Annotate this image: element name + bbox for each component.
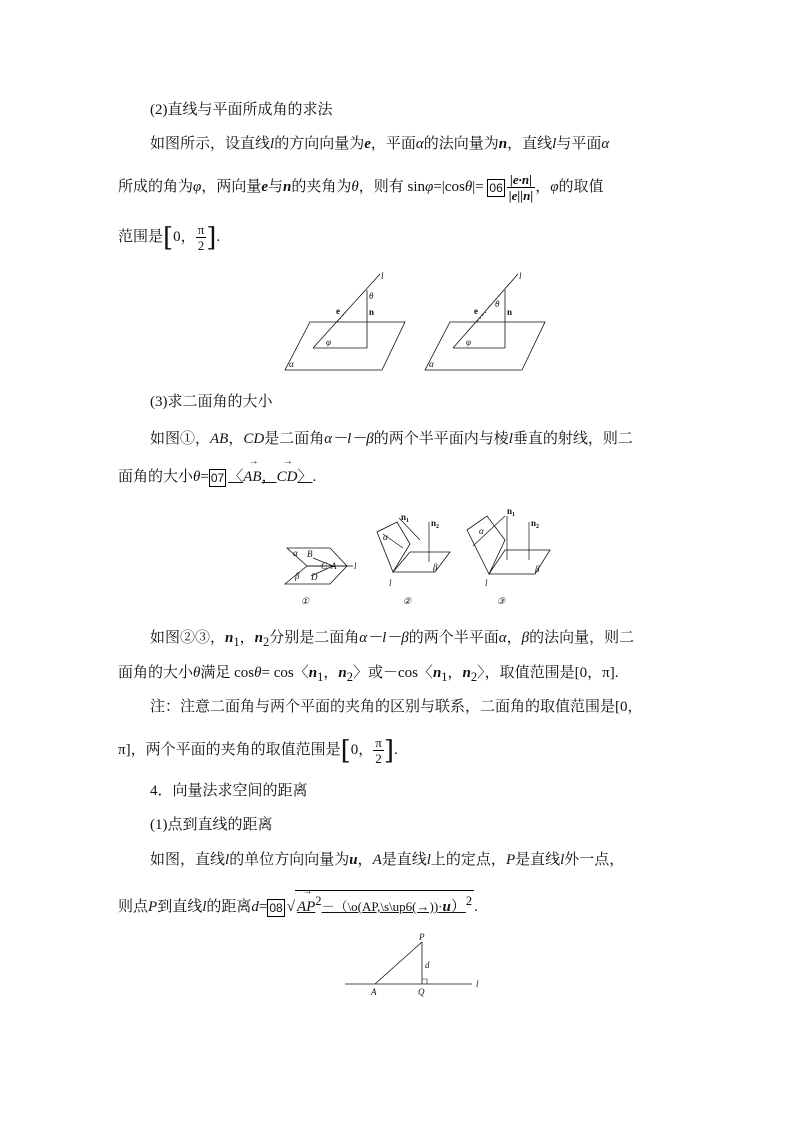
svg-text:α: α	[429, 359, 434, 369]
fig2-diagram-3	[467, 506, 550, 606]
answer-box-06: 06	[489, 180, 503, 195]
svg-text:P: P	[419, 932, 425, 942]
svg-text:φ: φ	[466, 337, 471, 347]
section-2-heading: (2)直线与平面所成角的求法	[150, 102, 333, 118]
svg-text:α: α	[289, 359, 294, 369]
svg-text:C: C	[321, 561, 328, 571]
section-4-sub-heading: (1)点到直线的距离	[150, 817, 273, 833]
s3-para2-line-2: 面角的大小θ满足 cosθ= cos〈$n_1$，$n_2$〉或－cos〈$n_1$，$n_2$〉，取值范围是[0，π].	[118, 665, 619, 684]
svg-text:φ: φ	[326, 337, 331, 347]
svg-text:n1: $n_1$	[401, 512, 410, 524]
svg-text:n: n	[507, 307, 513, 317]
plane-alpha-left	[285, 322, 405, 370]
distance-formula: → $AP^2-(\backslash o(AP,\backslash s\backslash up6(\to))\cdot u)^2$	[295, 890, 474, 917]
s4-line-1: 如图，直线l的单位方向向量为u，A是直线l上的定点，P是直线l外一点，	[150, 852, 625, 868]
s3-para2-line-1: 如图②③，$n_1$，$n_2$分别是二面角α－l－β的两个半平面α，β的法向量，则二	[150, 630, 635, 649]
sin-fraction: $\frac{|e\cdot n|}{|e||n|}$	[508, 172, 534, 203]
svg-text:D: D	[311, 572, 318, 582]
svg-text:β: β	[535, 564, 540, 574]
s3-line-2: 面角的大小θ= 07 〈→ AB，→ CD〉.	[118, 467, 678, 487]
fig2-diagram-1	[285, 548, 357, 606]
svg-text:e: e	[336, 306, 340, 316]
dihedral-angle-figure	[275, 500, 565, 610]
svg-text:θ: θ	[495, 299, 500, 309]
svg-text:A: A	[331, 561, 337, 571]
svg-text:n2: $n_2$	[531, 518, 540, 530]
section-3-heading: (3)求二面角的大小	[150, 394, 273, 410]
svg-text:e: e	[474, 306, 478, 316]
svg-text:③: ③	[497, 596, 506, 606]
point-line-distance-figure	[340, 930, 490, 1000]
svg-text:α: α	[479, 526, 484, 536]
svg-text:n2: $n_2$	[431, 518, 440, 530]
section-4-heading: 4．向量法求空间的距离	[150, 783, 308, 799]
svg-text:B: B	[307, 549, 313, 559]
svg-text:l: l	[354, 561, 357, 571]
svg-text:l: l	[485, 578, 488, 588]
svg-text:Q: Q	[418, 987, 425, 997]
svg-text:l: l	[389, 578, 392, 588]
note-line-2: π]，两个平面的夹角的取值范围是[0， $\frac{\pi}{2}$ ].	[118, 735, 398, 766]
note-line-1: 注：注意二面角与两个平面的夹角的区别与联系，二面角的取值范围是[0，	[150, 699, 643, 715]
svg-text:α: α	[293, 548, 298, 558]
segment-AP	[375, 942, 422, 984]
svg-text:n: n	[369, 307, 375, 317]
s2-line-1: 如图所示，设直线l的方向向量为e，平面α的法向量为n，直线l与平面α	[150, 136, 610, 152]
fig1-right	[425, 271, 545, 370]
answer-box-07: 07	[210, 470, 225, 485]
svg-text:l: l	[519, 271, 522, 281]
svg-text:①: ①	[301, 596, 310, 606]
fig2-diagram-2	[377, 512, 450, 606]
line-plane-angle-figure	[280, 270, 550, 375]
fig1-left	[285, 271, 405, 370]
answer-box-08: 08	[269, 900, 283, 915]
svg-text:d: d	[425, 960, 430, 970]
svg-text:β: β	[433, 562, 438, 572]
svg-text:l: l	[476, 979, 479, 989]
s2-line-2: 所成的角为φ，两向量e与n的夹角为θ，则有 sinφ=|cosθ|= 06 $\frac{|e\cdot n|}{|e||n|}$ ，φ的取值	[118, 172, 604, 203]
s4-line-2: 则点P到直线l的距离d= 08 √→ $AP^2-(\backslash o(AP,\backslash s\backslash up6(\to))\cdot u)^2$ .	[118, 890, 678, 917]
svg-text:α: α	[383, 532, 388, 542]
svg-text:②: ②	[403, 596, 412, 606]
svg-text:l: l	[381, 271, 384, 281]
svg-text:n1: $n_1$	[507, 506, 516, 518]
svg-text:θ: θ	[369, 291, 374, 301]
s2-line-3: 范围是[0， $\frac{\pi}{2}$ ].	[118, 222, 221, 253]
s3-line-1: 如图①，AB，CD是二面角α－l－β的两个半平面内与棱l垂直的射线，则二	[150, 431, 633, 447]
right-angle-mark	[422, 979, 427, 984]
svg-text:β: β	[295, 571, 300, 581]
plane-alpha-right	[425, 322, 545, 370]
svg-text:A: A	[371, 987, 377, 997]
